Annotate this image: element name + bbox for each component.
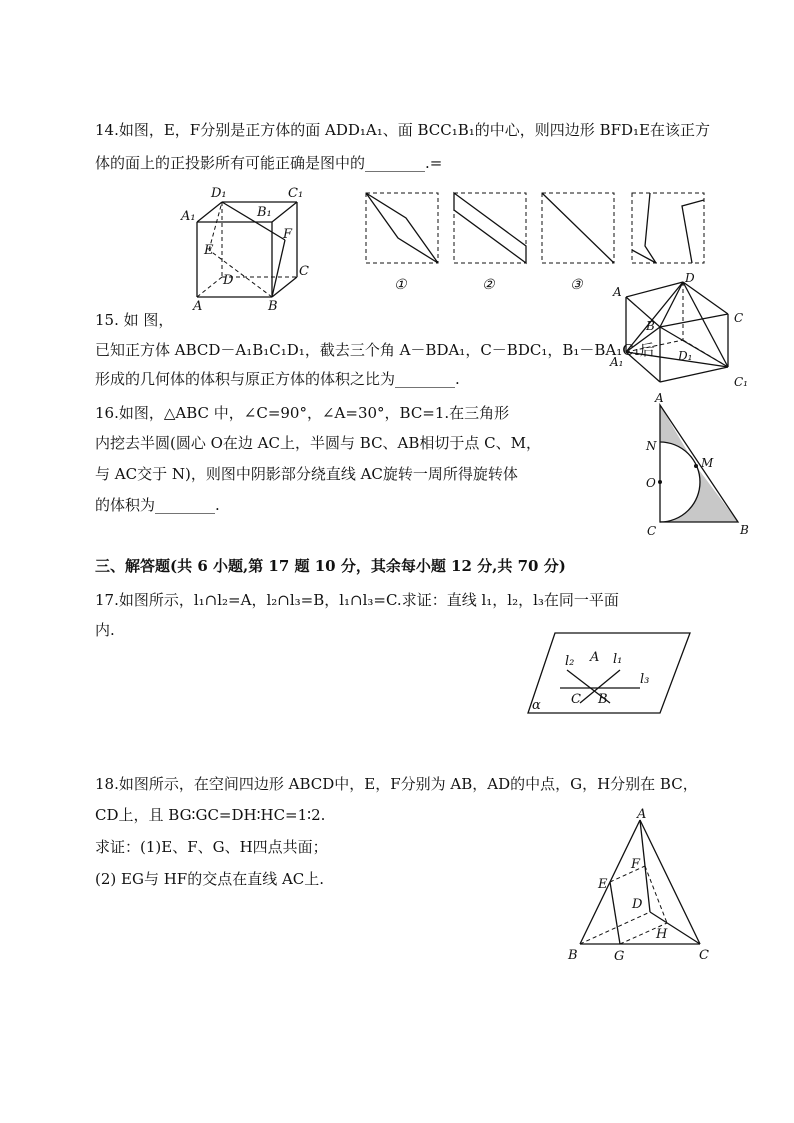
- fig15-label: C: [734, 311, 744, 325]
- q18-line1: 18.如图所示，在空间四边形 ABCD中，E，F分别为 AB，AD的中点，G，H分别在 BC，: [95, 775, 698, 793]
- fig18-label: G: [614, 949, 625, 964]
- fig17-label: A: [590, 650, 600, 665]
- fig18-label: F: [631, 857, 641, 872]
- q18-line3: 求证：(1)E、F、G、H四点共面；: [95, 838, 328, 856]
- fig16-label: C: [647, 524, 657, 538]
- q17-line2: 内.: [95, 621, 115, 639]
- fig15-label: C₁: [734, 375, 748, 389]
- section3-title: 三、解答题(共 6 小题,第 17 题 10 分，其余每小题 12 分,共 70 分): [95, 557, 566, 575]
- q14-line2: 体的面上的正投影所有可能正确是图中的________.=: [95, 154, 443, 172]
- fig18-label: B: [568, 948, 578, 963]
- fig18-label: D: [632, 897, 643, 912]
- fig17-plane: [525, 628, 695, 718]
- fig14-label: C₁: [288, 186, 304, 201]
- q16-line1: 16.如图，△ABC 中，∠C=90°，∠A=30°，BC=1.在三角形: [95, 404, 510, 422]
- fig15-label: D: [685, 271, 695, 285]
- fig15-label: A₁: [610, 355, 624, 369]
- q15-line3: 形成的几何体的体积与原正方体的体积之比为________.: [95, 370, 460, 388]
- fig15-label: B: [646, 319, 655, 333]
- fig18-label: E: [598, 877, 608, 892]
- fig14-label: D: [223, 273, 234, 288]
- fig16-label: O: [646, 476, 656, 490]
- fig16-label: N: [646, 439, 657, 453]
- q16-line3: 与 AC交于 N)，则图中阴影部分绕直线 AC旋转一周所得旋转体: [95, 465, 518, 483]
- fig14-option-number: ①: [394, 277, 407, 293]
- fig14-label: B: [268, 299, 278, 314]
- fig14-label: B₁: [257, 205, 272, 220]
- fig14-option-number: ②: [482, 277, 495, 293]
- fig16-label: B: [740, 523, 749, 537]
- fig18-label: A: [637, 807, 647, 822]
- q16-line2: 内挖去半圆(圆心 O在边 AC上，半圆与 BC、AB相切于点 C、M，: [95, 434, 542, 452]
- q15-line1: 15. 如 图，: [95, 311, 174, 329]
- q16-line4: 的体积为________.: [95, 496, 220, 514]
- fig16-label: A: [655, 391, 664, 405]
- q15-line2: 已知正方体 ABCD－A₁B₁C₁D₁，截去三个角 A－BDA₁，C－BDC₁，B₁－BA₁C₁后: [95, 341, 655, 359]
- fig17-label: C: [571, 692, 581, 707]
- q17-line1: 17.如图所示，l₁∩l₂=A，l₂∩l₃=B，l₁∩l₃=C.求证：直线 l₁，l₂，l₃在同一平面: [95, 591, 619, 609]
- q18-line2: CD上，且 BG∶GC=DH∶HC=1∶2.: [95, 806, 326, 824]
- fig14-cube: [175, 180, 325, 314]
- fig17-label: B: [598, 692, 608, 707]
- fig17-label: l₁: [613, 652, 623, 667]
- fig15-cube: [608, 272, 758, 394]
- fig16-triangle: [640, 392, 755, 542]
- fig14-label: F: [283, 227, 293, 242]
- fig17-label: l₂: [565, 654, 575, 669]
- fig14-label: D₁: [211, 186, 227, 201]
- fig17-label: l₃: [640, 672, 650, 687]
- fig16-label: M: [701, 456, 714, 470]
- fig18-label: H: [656, 927, 668, 942]
- q14-line1: 14.如图，E，F分别是正方体的面 ADD₁A₁、面 BCC₁B₁的中心，则四边形 BFD₁E在该正方: [95, 121, 710, 139]
- fig17-label: α: [532, 698, 541, 713]
- fig14-label: A: [193, 299, 203, 314]
- fig15-label: D₁: [678, 349, 693, 363]
- fig15-label: A: [613, 285, 622, 299]
- fig18-label: C: [699, 948, 709, 963]
- fig14-label: E: [204, 243, 214, 258]
- fig14-option-number: ③: [570, 277, 583, 293]
- fig14-label: C: [299, 264, 309, 279]
- fig14-label: A₁: [181, 209, 196, 224]
- q18-line4: (2) EG与 HF的交点在直线 AC上.: [95, 870, 325, 888]
- fig18-tetrahedron: [565, 807, 715, 967]
